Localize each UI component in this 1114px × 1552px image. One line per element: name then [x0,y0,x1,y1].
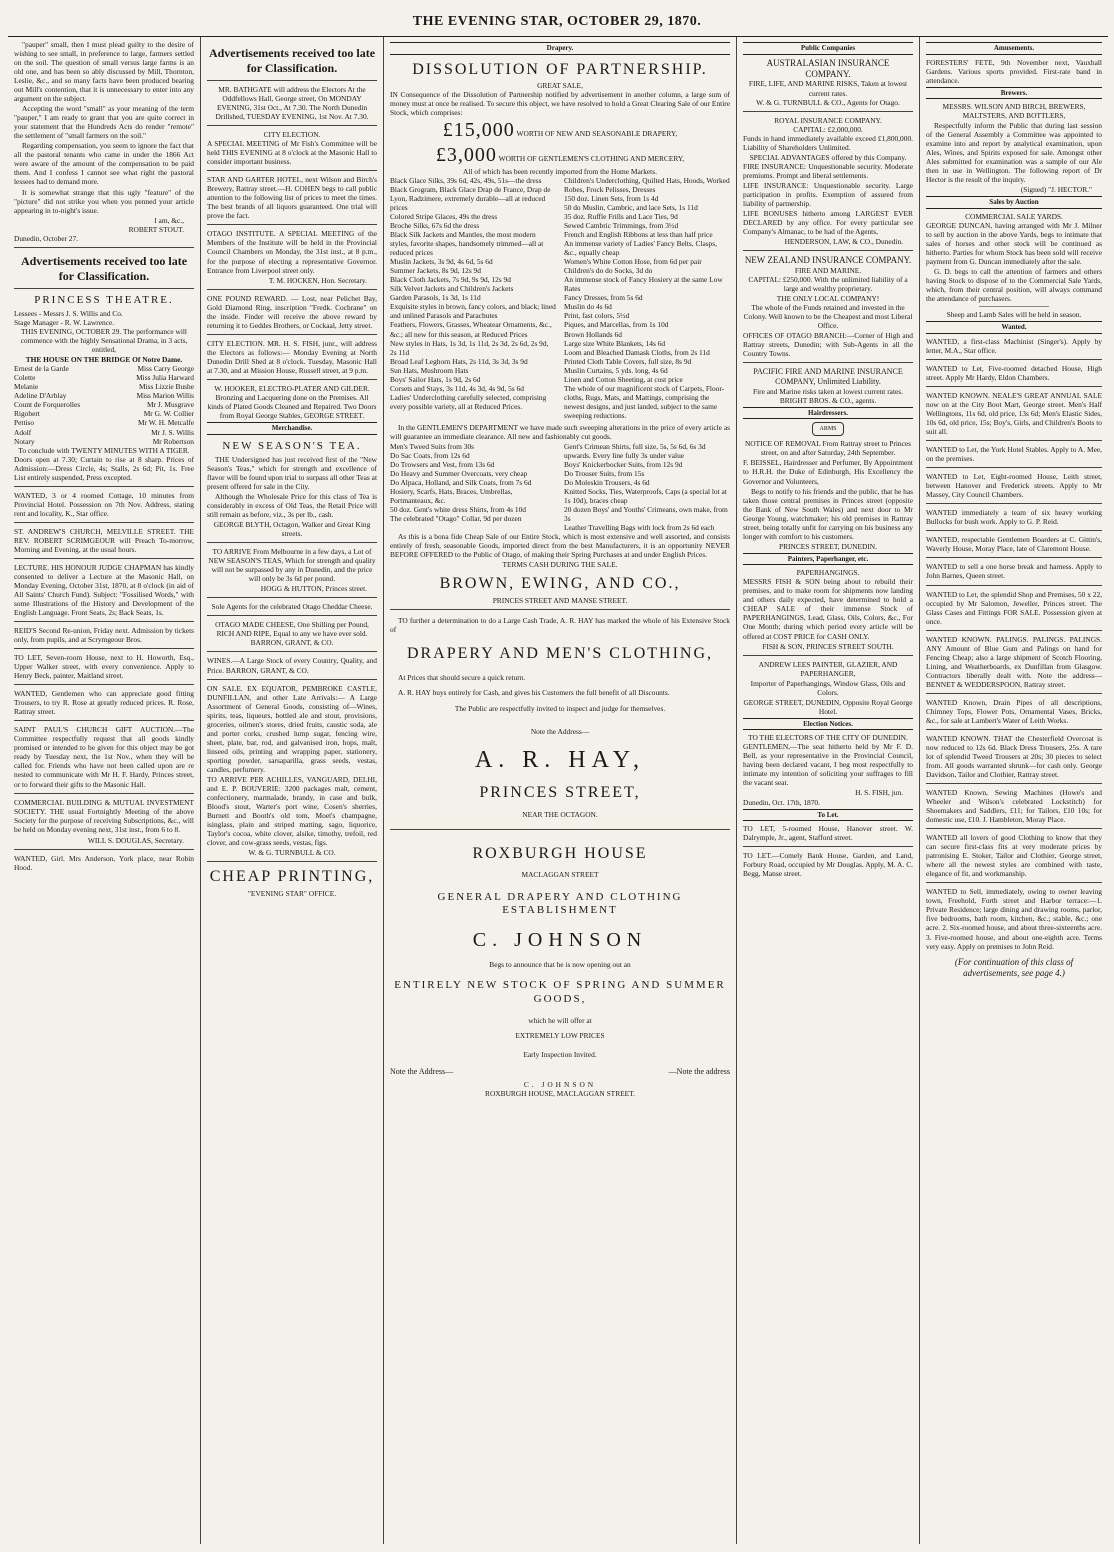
list-item: Piques, and Marcellas, from 1s 10d [564,320,669,330]
list-item: Women's White Cotton Hose, from 6d per pair [564,257,702,267]
paper-signature: FISH & SON, PRINCES STREET SOUTH. [762,641,894,651]
nz-subtitle: FIRE AND MARINE. [794,265,862,275]
list-item: Do Alpaca, Holland, and Silk Coats, from 7s 6d [390,478,532,488]
classified-ad: WANTED Known, Sewing Machines (Howe's and Wheeler and Wilson's celebrated Lockstitch) for Shoemakers and Saddlers, £11; for Tailors, £10 10s; for domestic use, £10. J. Hambleton, Moray Place. [926,788,1102,825]
list-item: Ladies' Underclothing carefully selected, comprising every possible variety, all at Reduced Prices. [390,392,547,411]
classified-ad: W. HOOKER, ELECTRO-PLATER AND GILDER. Bronzing and Lacquering done on the Premises. All kinds of Plated Goods Cleaned and Repaired. Two Doors from Royal George Stables, GEORGE STREET. [207,383,377,420]
list-item: Corsets and Stays, 3s 11d, 4s 3d, 4s 9d, 5s 6d [390,383,524,393]
royal-fire: FIRE INSURANCE: Unquestionable security. Moderate premiums. Prompt and liberal settlements. [743,161,913,180]
section-heading: Wanted. [926,321,1102,334]
beissel-text: Begs to notify to his friends and the public, that he has taken those central premises in Princes street (opposite the Bank of New South Wales) and next door to Mr George Young, watchmaker; his old premises in Rattray street, being totally unfit for carrying on his business any longer with comfort to his customers. [743,486,913,541]
list-item: Fancy Dresses, from 5s 6d [564,293,643,303]
list-item: 50 do Muslin, Cambric, and lace Sets, 1s 11d [564,203,698,213]
tea-text: Although the Wholesale Price for this class of Tea is considerably in excess of Old Teas, the Retail Price will still remain as before, viz., 3s per lb., cash. [207,492,377,520]
gents-right [564,442,730,532]
theatre-play: THE HOUSE ON THE BRIDGE Of Notre Dame. [25,355,183,365]
list-item: 20 dozen Boys' and Youths' Crimeans, own make, from 3s [564,505,728,524]
list-item: Black Silk Jackets and Mantles, the most modern styles, favorite shapes, handsomely trimmed—all at reduced prices [390,230,544,258]
johnson-text: Begs to announce that he is now opening out an [489,960,631,970]
letter-date: Dunedin, October 27. [14,233,79,243]
letter-signoff: I am, &c., [154,215,184,225]
hay-name: A. R. HAY, [474,746,646,773]
wines-ad: WINES.—A Large Stock of every Country, Quality, and Price. BARRON, GRANT, & CO. [207,656,377,675]
classified-ad: WANTED to sell a one horse break and harness. Apply to John Barnes, Queen street. [926,562,1102,581]
list-item: Boys' Sailor Hats, 1s 9d, 2s 6d [390,374,481,384]
nz-text: The whole of the Funds retained and invested in the Colony. Well known to be the Cheapest and most Liberal Office. [743,303,913,331]
dissolution-intro: IN Consequence of the Dissolution of Partnership notified by advertisement in another column, a large sum of money must at once be realised. To secure this object, we have resolved to hold a Great Clearing Sale of our Entire Stock, which comprises: [390,90,730,118]
cast-row: Count de Forquerolles Mr J. Musgrave [14,400,194,410]
section-heading: Election Notices. [743,718,913,731]
classified-ad: REID'S Second Re-union, Friday next. Admission by tickets only, from pupils, and at Scrymgeour Bros. [14,626,194,645]
classified-ad: WANTED KNOWN. NEALE'S GREAT ANNUAL SALE now on at the City Boot Mart, George street. Men's Half Wellingtons, 11s 6d, old price, 13s 6d; Men's Elastic Sides, 10s 6d, old price, 15s; Boy's, Girls, and Children's Boots to suit all. [926,391,1102,437]
section-heading: Merchandise. [207,422,377,435]
theatre-manager: Stage Manager - R. W. Lawrence. [14,318,115,328]
cast-row: Pettiso Mr W. H. Metcalfe [14,418,194,428]
bottom-johnson: C. JOHNSON [523,1079,597,1089]
cast-row: Notary Mr Robertson [14,436,194,446]
classified-ad: CITY ELECTION. MR. H. S. FISH, junr., will address the Electors as follows:— Monday Evening at North Dunedin Drill Shed at 8 o'clock. Tuesday, Masonic Hall at 7.30, and at Mission House, Russell street, at 9 p.m. [207,338,377,375]
theatre-doors: Doors open at 7.30; Curtain to rise at 8 sharp. Prices of Admission:—Dress Circle, 4s; Stalls, 2s 6d; Pit, 1s. Free List entirely suspended, Press excepted. [14,454,194,482]
list-item: Summer Jackets, 8s 9d, 12s 9d [390,266,481,276]
imported-note: All of which has been recently imported from the Home Markets. [463,166,657,176]
hay-title: DRAPERY AND MEN'S CLOTHING, [406,644,714,662]
tea-signature: GEORGE BLYTH, Octagon, Walker and Great King streets. [213,520,371,539]
list-item: Leather Travelling Bags with lock from 2s 6d each [564,523,715,533]
classified-ad: A SPECIAL MEETING of Mr Fish's Committee will be held THIS EVENING at 8 o'clock at the Masonic Hall to consider important business. [207,139,377,167]
classified-ad: LECTURE. HIS HONOUR JUDGE CHAPMAN has kindly consented to deliver a Lecture at the Masonic Hall, on Monday Evening, October 31st, 1870, at 8 o'clock (in aid of All Saints' Church Fund). Subject: "Fossilised Words," with some Illustrations of the History and Development of the English Language. Front Seats, 2s; Back Seats, 1s. [14,562,194,618]
classified-ad: WANTED to Let, Five-roomed detached House, High street. Apply Mr Hardy, Eldon Chambers. [926,363,1102,382]
list-item: An immense variety of Ladies' Fancy Belts, Clasps, &c., equally cheap [564,239,718,258]
beissel-address: PRINCES STREET, DUNEDIN. [779,541,877,551]
nz-offices: OFFICES OF OTAGO BRANCH:—Corner of High and Rattray streets, Dunedin; with Sub-Agents in all the Country Towns. [743,331,913,359]
amount-line-1: £15,000 WORTH OF NEW AND SEASONABLE DRAPERY, [442,119,678,142]
list-item: Gent's Crimean Shirts, full size, 5s, 5s 6d, 6s 3d upwards. Every line fully 3s under value [564,441,706,460]
list-item: French and English Ribbons at less than half price [564,230,713,240]
ad-signature: WILL S. DOUGLAS, Secretary. [87,835,184,845]
list-item: Black Cloth Jackets, 7s 9d, 9s 9d, 12s 9d [390,275,511,285]
hay-intro: TO further a determination to do a Large Cash Trade, A. R. HAY has marked the whole of his Extensive Stock of [390,615,730,634]
list-item: Broad Leaf Leghorn Hats, 2s 11d, 3s 3d, 3s 9d [390,356,528,366]
list-item: The celebrated "Otago" Collar, 9d per dozen [390,514,522,524]
section-heading: Public Companies [743,42,913,55]
hay-street: PRINCES STREET, [479,783,641,801]
section-heading: Advertisements received too late for Classification. [208,46,376,75]
wilson-text: Respectfully inform the Public that during last session of the General Assembly a Committee was appointed to examine into and report by analytical examination, upon Ales, Wines, and Spirits exposed for sale. Amongst other Ales submitted for examination was a sample of our Ale then in use in Wellington. The following report of Dr Hector is the result of the inquiry. [926,121,1102,185]
royal-capital: CAPITAL: £2,000,000. [793,124,863,134]
nz-local: THE ONLY LOCAL COMPANY! [776,294,880,304]
amount-line-2: £3,000 WORTH OF GENTLEMEN'S CLOTHING AND MERCERY, [435,143,685,166]
classified-ad: WANTED, 3 or 4 roomed Cottage, 10 minutes from Provincial Hotel. Possession on 7th Nov. Address, stating rent and locality, K., Star office. [14,490,194,518]
list-item: 150 doz. Linen Sets, from 1s 4d [564,194,659,204]
aus-title: AUSTRALASIAN INSURANCE COMPANY. [766,57,890,79]
theatre-title: PRINCESS THEATRE. [34,293,174,306]
nz-capital: CAPITAL: £250,000. With the unlimited liability of a large and wealthy proprietary. [748,275,908,294]
johnson-inspection: Early Inspection Invited. [523,1050,597,1060]
list-item: 35 doz. Ruffle Frills and Lace Ties, 9d [564,212,678,222]
cast-row: Adeline D'Arblay Miss Marion Willis [14,391,194,401]
lees-address: GEORGE STREET, DUNEDIN, Opposite Royal George Hotel. [743,697,913,716]
continuation-note: (For continuation of this class of advertisements, see page 4.) [954,956,1074,978]
classified-ad: WANTED KNOWN. THAT the Chesterfield Overcoat is now reduced to 12s 6d. Black Dress Trousers, 25s. A rare lot of splendid Tweed Trousers at 20s; 30 pieces to select from. All goods warranted shrunk—for cash only. George Davidson, Tailor and Clothier, Rattray street. [926,733,1102,780]
hay-note: Note the Address— [530,726,590,736]
terms-cash: TERMS CASH DURING THE SALE. [502,560,618,570]
gents-intro: In the GENTLEMEN'S DEPARTMENT we have made such sweeping alterations in the price of every article as will guarantee an immediate clearance. All new and fashionably cut goods. [390,422,730,441]
roxburgh-street: MACLAGGAN STREET [521,869,599,879]
list-item: Colored Stripe Glaces, 49s the dress [390,212,498,222]
list-item: Feathers, Flowers, Grasses, Wheatear Ornaments, &c., &c.; all new for this season, at Reduced Prices [390,320,552,339]
roxburgh-title: ROXBURGH HOUSE [472,845,648,863]
royal-title: ROYAL INSURANCE COMPANY. [774,115,882,125]
johnson-offer: which he will offer at [528,1015,592,1025]
cheap-printing: CHEAP PRINTING, [209,868,375,886]
list-item: Do Sac Coats, from 12s 6d [390,450,470,460]
cast-list [14,364,194,445]
classified-ad: WANTED, a first-class Machinist (Singer's). Apply by letter, M.A., Star office. [926,336,1102,355]
royal-crest-icon: ARMS [812,422,844,436]
aus-signature: W. & G. TURNBULL & CO., Agents for Otago. [756,97,900,107]
bottom-note-left: Note the Address— [390,1067,454,1077]
classified-ad: WANTED KNOWN. PALINGS. PALINGS. PALINGS. ANY Amount of Blue Gum and Palings on hand for Fencing Cheap; also a large shipment of Scotch Flooring, Lining, and Weatherboards, ex Dunfillan from Glasgow. Contractors liberally dealt with. Note the address— BENNET & WEDDERSPOON, Rattray street. [926,634,1102,689]
wilson-heading: MESSRS. WILSON AND BIRCH, BREWERS, MALTSTERS, AND BOTTLERS, [942,102,1086,121]
list-item: Loom and Bleached Damask Cloths, from 2s 11d [564,347,710,357]
election-date: Dunedin, Oct. 17th, 1870. [743,797,820,807]
cast-row: Colette Miss Julia Harward [14,373,194,383]
royal-bonuses: LIFE BONUSES hitherto among LARGEST EVER DECLARED by any office. For every particular see Company's Almanac, to be had of the Agents, [743,208,913,236]
classified-ad: TO LET, Seven-room House, next to H. Howorth, Esq., Upper Walker street, with every convenience. Apply to Henry Beck, painter, Maitland street. [14,653,194,681]
section-heading: To Let. [743,809,913,822]
section-heading: Advertisements received too late for Classification. [20,253,188,283]
list-item: Large size White Blankets, 14s 6d [564,338,666,348]
list-item: Printed Cloth Table Covers, full size, 8s 9d [564,356,692,366]
classified-ad: WANTED Known, Drain Pipes of all descriptions, Chimney Tops, Flower Pots, Ornamental Vases, Bricks, &c., for sale at Lambert's Water of Leith Works. [926,697,1102,725]
classified-ad: WANTED to Let, Eight-roomed House, Leith street, between Hanover and Frederick streets. Apply to Mr Massey, City Council Chambers. [926,472,1102,500]
list-item: Exquisite styles in brown, fancy colors, and black; lined and unlined Parasols and Parachutes [390,302,556,321]
column-1 [8,37,201,1544]
classified-ad: TO LET.—Comely Bank House, Garden, and Land, Forbury Road, occupied by Mr Douglas. Apply, M. A. C. Begg, Manse street. [743,851,913,879]
bona-fide-text: As this is a bona fide Cheap Sale of our Entire Stock, which is most extensive and well assorted, and consists entirely of fresh, seasonable Goods, imported direct from the best Manufacturers, it is an opportunity NEVER BEFORE OFFERED to the Public of Otago, of making their Spring Purchases at and under English Prices. [390,532,730,560]
tea-title: NEW SEASON'S TEA. [222,439,362,452]
classified-ad: WANTED all lovers of good Clothing to know that they can secure first-class fits at very moderate prices by patronising E. Stoker, Tailor and Clothier, George street, where all the newest styles are combined with taste, elegance of fit, and workmanship. [926,833,1102,879]
column-4 [737,37,920,1544]
list-item: Muslin Jackets, 3s 9d, 4s 6d, 5s 6d [390,257,493,267]
column-5 [920,37,1108,1544]
classified-ad: COMMERCIAL BUILDING & MUTUAL INVESTMENT SOCIETY. THE usual Fortnightly Meeting of the above Society for the purpose of receiving Subscriptions, &c., will be held on Monday evening next, 31st inst., from 6 to 8. [14,797,194,834]
theatre-conclude: To conclude with TWENTY MINUTES WITH A TIGER. [18,445,190,455]
election-title: TO THE ELECTORS OF THE CITY OF DUNEDIN. [748,733,908,743]
letter-paragraph: Accepting the word "small" as your meaning of the term "pauper," I am ready to grant that you are quite correct in your statement that the Hundreds Acts do render "remote" the settlement of "small farmers on the soil." [14,104,194,141]
list-item: An immense stock of Fancy Hosiery at the same Low Rates [564,275,723,294]
column-3 [384,37,737,1544]
list-item: 50 doz. Gent's white dress Shirts, from 4s 10d [390,505,526,515]
section-heading: Brewers. [926,87,1102,100]
yards-title: COMMERCIAL SALE YARDS. [965,212,1063,221]
list-item: Broche Silks, 67s 6d the dress [390,221,480,231]
ad-signature: T. M. HOCKEN, Hon. Secretary. [268,275,367,285]
classified-ad: STAR AND GARTER HOTEL, next Wilson and Birch's Brewery, Rattray street.—H. COHEN begs to call public attention to the following list of prices to meet the times. The best brands of all liquors guaranteed. One trial will prove the fact. [207,175,377,221]
section-heading: Sales by Auction [926,196,1102,209]
section-heading: Painters, Paperhanger, etc. [743,553,913,566]
classified-ad: WANTED to Sell, immediately, owing to owner leaving town, Freehold, Forth street and Harbor terrace:—1. Private Residence; large dining and drawing rooms, parlor, five bedrooms, bath room, kitchen, &c.; stable, &c.; one acre. 2. Six-roomed house, and about three-sixteenths acre. 3. Five-roomed house, and about one-eighth acre. Terms very easy. Apply on premises to John Reid. [926,887,1102,951]
cast-row: Ernest de la Garde Miss Carry George [14,364,194,374]
items-right [564,176,730,420]
paper-title: PAPERHANGINGS. [796,568,860,578]
cheese-agents: Sole Agents for the celebrated Otago Cheddar Cheese. [211,602,373,612]
cast-row: Adolf Mr J. S. Willis [14,427,194,437]
hay-near: NEAR THE OCTAGON. [522,810,598,820]
firm-address: PRINCES STREET AND MANSE STREET. [492,595,628,605]
list-item: New styles in Hats, 1s 3d, 1s 11d, 2s 3d, 2s 6d, 2s 9d, 2s 11d [390,338,549,357]
paper-text: MESSRS FISH & SON being about to rebuild their premises, and to make room for shipments now landing and others daily expected, have determined to hold a CHEAP SALE of their immense Stock of PAPERHANGINGS, Lead, Glass, Oils, Colors, &c., For One Month; during which period every article will be offered at COST PRICE for CASH ONLY. [743,577,913,641]
removal-notice: NOTICE OF REMOVAL From Rattray street to Princes street, on and after Saturday, 24th September. [744,439,912,458]
classified-ad: WANTED, Girl. Mrs Anderson, York place, near Robin Hood. [14,853,194,872]
royal-life: LIFE INSURANCE: Unquestionable security. Large participation in profits. Exemption of assured from liability of partnership. [743,180,913,208]
list-item: Do Trouser Suits, from 15s [564,468,645,478]
letter-paragraph: "pauper" small, then I must plead guilty to the desire of wishing to see small, in preference to large, farmers settled on the soil. The question of small versus large farms is an old one, and has been so ably discussed by Mill, Thornton, Leslie, &c., and so many facts have been produced bearing out Mill's contention, that it is unnecessary to enter into any argument on the subject. [14,40,194,104]
newspaper-page [8,36,1108,1544]
johnson-stock: ENTIRELY NEW STOCK OF SPRING AND SUMMER GOODS, [394,979,726,1005]
classified-ad: WANTED immediately a team of six heavy working Bullocks for bush work. Apply to G. P. Reid. [926,508,1102,527]
royal-signature: HENDERSON, LAW, & CO., Dunedin. [784,236,903,246]
list-item: Do Heavy and Summer Overcoats, very cheap [390,468,528,478]
bottom-address: ROXBURGH HOUSE, MACLAGGAN STREET. [485,1088,635,1098]
bottom-note-right: —Note the address [668,1067,730,1077]
classified-ad: WANTED to Let, the splendid Shop and Premises, 50 x 22, occupied by Mr Salomon, Jeweller, Princes street. The Glass Cases and Fittings FOR SALE. Possession given at once. [926,589,1102,626]
list-item: Hosiery, Scarfs, Hats, Braces, Umbrellas, Portmanteaux, &c. [390,487,513,506]
pacific-text: Fire and Marine risks taken at lowest current rates. [752,386,904,396]
list-item: Children's Underclothing, Quilted Hats, Hoods, Worked Robes, Frock Pelisses, Dresses [564,175,730,195]
classified-ad: ONE POUND REWARD. — Lost, near Pelichet Bay, Gold Diamond Ring, inscription "Fredk. Cochrane" on the inside. Finder will receive the above reward by returning it to Geddes Brothers, or Cockaal, Jetty street. [207,293,377,330]
list-item: Muslin do 4s 6d [564,302,612,312]
classified-ad: WANTED, respectable Gentlemen Boarders at C. Gittin's, Waverly House, Moray Place, late of Claremont House. [926,535,1102,554]
section-heading: Hairdressers. [743,407,913,420]
onsale-ad: ON SALE. EX EQUATOR, PEMBROKE CASTLE, DUNFILLAN, and other Late Arrivals:— A Large Assortment of General Goods, consisting of—Wines, spirits, teas, liqueurs, bottled ale and stout, provisions, groceries, oilmen's stores, dried fruits, caustic soda, ale and porter corks, crushed lump sugar, fencing wire, sheet, plate, bar, rod, and galvanised iron, hops, malt, linseed oils, printing and wrapping paper, stationery, sporting powder, sarsaparilla, grass seeds, vestas, candles, perfumery. [207,683,377,774]
hay-text: At Prices that should secure a quick return. [398,673,526,683]
hay-text: A. R. HAY buys entirely for Cash, and gives his Customers the full benefit of all Discounts. [398,688,670,698]
ad-heading: CITY ELECTION. [263,130,321,140]
pacific-signature: BRIGHT BROS. & CO., agents. [779,395,877,405]
classified-ad: TO LET, 5-roomed House, Hanover street. W. Dalrymple, Jr., agent, Stafford street. [743,824,913,843]
list-item: Silk Velvet Jackets and Children's Jackets [390,284,514,294]
firm-name: BROWN, EWING, AND CO., [439,575,681,593]
onsale-ad-2: TO ARRIVE PER ACHILLES, VANGUARD, DELHI, and E. P. BOUVERIE: 3200 packages malt, cement, confectionery, marmalade, brandy, in case and bulk, Blood's stout, Warter's port wine, Cosen's sherries, Burnett and Booth's old tom, Moet's champagne, isinglass, plain and striped matting, sago, liquorice, Taylor's cocoa, white clover, alsike, timothy, trefoil, red clover, and cow-grass seeds, vestas, figs. [207,774,377,848]
list-item: Children's do do Socks, 3d do [564,266,653,276]
list-item: Boys' Knickerbocker Suits, from 12s 9d [564,459,683,469]
letter-paragraph: It is somewhat strange that this ugly "feature" of the "picture" did not strike you when you penned your article appearing in to-night's issue. [14,187,194,215]
list-item: Black Grogram, Black Glace Drap de France, Drap de Lyon, Radzimere, extremely durable—all at reduced prices [390,185,551,213]
letter-paragraph: Regarding compensation, you seem to ignore the fact that all the pastoral tenants who came in under the 1866 Act were aware of the amount of the compensation to be paid them. And I confess I cannot see what right the pastoral lessees had to demand more. [14,141,194,187]
nz-title: NEW ZEALAND INSURANCE COMPANY. [744,255,912,265]
list-item: Knitted Socks, Ties, Waterproofs, Caps (a special lot at 1s 10d), braces cheap [564,487,727,506]
letter-author: ROBERT STOUT. [128,224,184,234]
column-2 [201,37,384,1544]
lees-heading: ANDREW LEES PAINTER, GLAZIER, AND PAPERHANGER, [758,659,898,678]
cheap-printing-office: "EVENING STAR" OFFICE. [247,888,337,898]
onsale-signature: W. & G. TURNBULL & CO. [248,848,336,858]
list-item: Garden Parasols, 1s 3d, 1s 11d [390,293,481,303]
royal-special: SPECIAL ADVANTAGES offered by this Company. [749,152,907,162]
list-item: Print, fast colors, 5½d [564,311,630,321]
gents-item-lists [390,442,730,532]
list-item: Men's Tweed Suits from 30s [390,441,475,451]
aus-text: FIRE, LIFE, AND MARINE RISKS, Taken at lowest current rates. [748,79,908,98]
wilson-signature: (Signed) "J. HECTOR." [1020,185,1092,195]
duncan-text-2: G. D. begs to call the attention of farmers and others having Stock to dispose of to the Commercial Sale Yards, which, from their central position, will always command the attendance of purchasers. [926,267,1102,304]
list-item: Sewed Cambric Trimmings, from 3½d [564,221,679,231]
classified-ad: FORESTERS' FETE, 9th November next, Vauxhall Gardens. Various sports provided. First-rate band in attendance. [926,57,1102,85]
cast-row: Melanie Miss Lizzie Bushe [14,382,194,392]
list-item: The whole of our magnificent stock of Carpets, Floor-cloths, Rugs, Mats, and Mattings, comprising the newest designs, and just landed, subject to the same sweeping reductions. [564,383,725,420]
roxburgh-establishment: GENERAL DRAPERY AND CLOTHING ESTABLISHMENT [437,890,683,917]
section-heading: Amusements. [926,42,1102,55]
gents-left [390,442,556,532]
masthead: THE EVENING STAR, OCTOBER 29, 1870. [412,14,702,29]
hay-text: The Public are respectfully invited to inspect and judge for themselves. [454,703,666,713]
section-heading: Drapery. [390,42,730,55]
johnson-name: C. JOHNSON [472,928,648,951]
cheese-ad: OTAGO MADE CHEESE, One Shilling per Pound, RICH AND RIPE, Equal to any we have ever sold. BARRON, GRANT, & CO. [215,620,369,648]
list-item: Linen and Cotton Sheeting, at cost price [564,374,683,384]
classified-ad: ST. ANDREW'S CHURCH, MELVILLE STREET. THE REV. ROBERT SCRIMGEOUR will Preach To-morrow, Morning and Evening, at the usual hours. [14,526,194,554]
drapery-item-lists [390,176,730,420]
theatre-lessees: Lessees - Messrs J. S. Willis and Co. [14,309,123,319]
arrive-text: TO ARRIVE From Melbourne in a few days, a Lot of NEW SEASON'S TEAS, Which for strength and quality will not be surpassed by any in Dunedin, and the price will only be 3s 6d per pound. [208,547,376,584]
list-item: Muslin Curtains, 5 yds. long, 4s 6d [564,365,668,375]
classified-ad: SAINT PAUL'S CHURCH GIFT AUCTION.—The Committee respectfully request that all goods kindly promised or intended to be given for this object may be got ready by Tuesday next, the 1st Nov., when they will be called for. Friends who have not been called upon are re nested to communicate with Mr H. F. Hardy, Princes street, or to forward their gifts to the Masonic Hall. [14,725,194,789]
sheep-sales: Sheep and Lamb Sales will be held in season. [946,310,1082,320]
classified-ad: WANTED to Let, the York Hotel Stables. Apply to A. Mee, on the premises. [926,445,1102,464]
list-item: Brown Hollands 6d [564,329,622,339]
election-signature: H. S. FISH, jun. [855,788,903,798]
election-text: GENTLEMEN,—The seat hitherto held by Mr F. D. Bell, as your representative in the Provincial Council, having been declared vacant, I beg most respectfully to intimate my intention of soliciting your suffrages to fill the vacant seat. [743,742,913,788]
classified-ad: MR. BATHGATE will address the Electors At the Oddfellows Hall, George street, On MONDAY EVENING, 31st Oct., At 7.30. The North Dunedin Drillshed, TUESDAY EVENING, 1st Nov. At 7.30. [215,85,369,122]
classified-ad: OTAGO INSTITUTE. A SPECIAL MEETING of the Members of the Institute will be held in the Provincial Council Chambers on Monday, the 31st inst., at 8 p.m., for the purpose of electing a representative Governor. Entrance from Liverpool street only. [207,229,377,275]
list-item: Black Glace Silks, 39s 6d, 42s, 49s, 51s—the dress [390,175,542,185]
classified-ad: WANTED, Gentlemen who can appreciate good fitting Trousers, to try R. Rose at greatly reduced prices. R. Rose, Rattray street. [14,689,194,717]
dissolution-subtitle: GREAT SALE, [537,81,583,91]
theatre-text: THIS EVENING, OCTOBER 29. The performance will commence with the highly Sensational Drama, in 3 acts, entitled, [20,327,188,355]
tea-text: THE Undersigned has just received first of the "New Season's Teas," which for strength and excellence of flavor will be found upon trial to surpass all other Teas at present offered for sale in the City. [207,454,377,491]
arrive-signature: HOGG & HUTTON, Princes street. [260,584,367,594]
duncan-text: GEORGE DUNCAN, having arranged with Mr J. Milner to sell by auction in the above Yards, begs to intimate that sales of horses and other stock will be continued as hitherto. Parties for whom Stock has been sold will receive payment from G. Duncan immediately after the sale. [926,221,1102,267]
lees-text: Importer of Paperhangings, Window Glass, Oils and Colors. [750,678,906,697]
list-item: Do Moleskin Trousers, 4s 6d [564,478,650,488]
pacific-title: PACIFIC FIRE AND MARINE INSURANCE COMPANY, Unlimited Liability. [753,367,903,387]
list-item: Do Trowsers and Vest, from 13s 6d [390,459,495,469]
list-item: Sun Hats, Mushroom Hats [390,365,469,375]
cast-row: Rigobert Mr G. W. Collier [14,409,194,419]
royal-text: Funds in hand immediately available exceed £1,800,000. Liability of Shareholders Unlimited. [743,133,913,152]
items-left [390,176,556,420]
beissel-heading: F. BEISSEL, Hairdresser and Perfumer, By Appointment to H.R.H. the Duke of Edinburgh, His Excellency the Governor and Volunteers, [743,458,913,486]
bottom-note-line [390,1067,730,1077]
dissolution-title: DISSOLUTION OF PARTNERSHIP. [412,60,708,78]
johnson-price: EXTREMELY LOW PRICES [515,1031,605,1041]
